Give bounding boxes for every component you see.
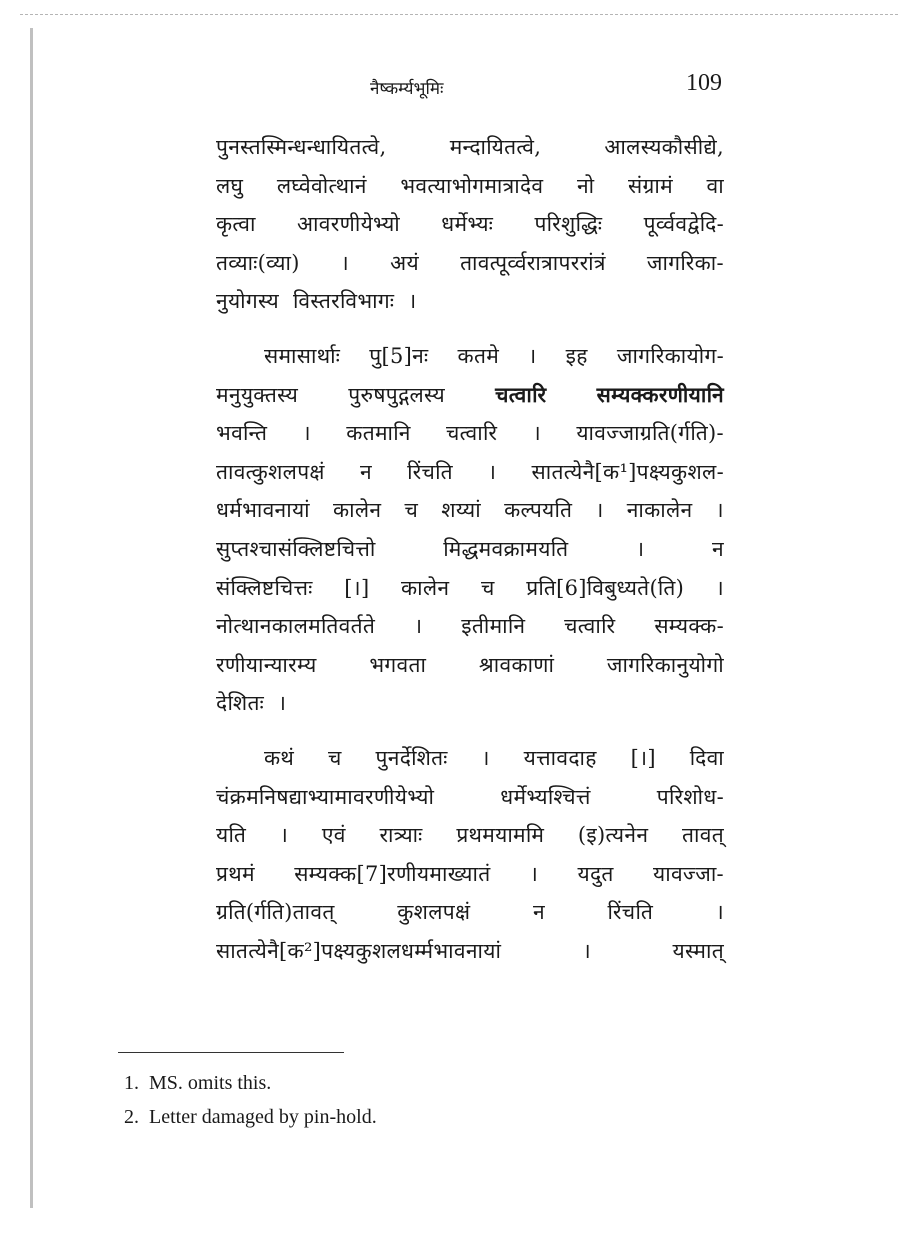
word: चत्वारि: [564, 614, 616, 639]
page-number: 109: [686, 70, 722, 96]
page-header: [220, 68, 722, 108]
word: कालेन: [333, 498, 382, 523]
word: यावज्जाग्रति(र्गति)-: [576, 421, 724, 446]
footnote-text: MS. omits this.: [149, 1072, 272, 1094]
text-line: [216, 244, 724, 283]
word: ।: [528, 343, 537, 368]
word: ।: [302, 421, 311, 446]
word: मिद्धमवक्रामयति: [443, 536, 569, 561]
word: ।: [481, 745, 490, 770]
word: आलस्यकौसीद्ये,: [604, 135, 724, 159]
paragraph-gap: [216, 321, 724, 337]
word: यदुत: [577, 861, 614, 886]
text-line: [216, 530, 724, 569]
word: पूर्व्ववद्वेदि-: [643, 212, 724, 237]
word: भवत्याभोगमात्रादेव: [400, 173, 544, 198]
word: संक्लिष्टचित्तः: [216, 575, 313, 600]
word: लघ्वेवोत्थानं: [276, 173, 367, 198]
word: श्रावकाणां: [478, 652, 555, 677]
word: मन्दायितत्वे,: [449, 135, 542, 159]
word: ।: [414, 614, 423, 639]
word: नुयोगस्य: [216, 289, 279, 314]
text-line: [216, 607, 724, 646]
word: एवं: [321, 823, 346, 848]
word: इह: [565, 343, 588, 368]
word: ।: [582, 938, 591, 963]
word: ।: [715, 900, 724, 925]
word: धर्मेभ्यश्चित्तं: [500, 784, 591, 809]
word: कुशलपक्षं: [397, 900, 471, 925]
footnote-1: [124, 1066, 377, 1100]
text-line: [216, 739, 724, 778]
word: च: [328, 745, 342, 770]
text-line: [216, 282, 724, 321]
word: यावज्जा-: [653, 861, 724, 886]
word: रात्र्याः: [379, 823, 423, 848]
word: न: [360, 459, 372, 484]
footnote-number: 2.: [124, 1106, 139, 1128]
word: तावत्कुशलपक्षं: [216, 459, 325, 484]
text-line: [216, 376, 724, 415]
text-line: [216, 414, 724, 453]
word: कालेन: [401, 575, 450, 600]
footnote-2: [124, 1100, 377, 1134]
word: शय्यां: [441, 498, 481, 523]
word: भवन्ति: [216, 421, 268, 446]
word: पुनर्देशितः: [375, 745, 448, 770]
text-line: [216, 816, 724, 855]
word: ।: [715, 498, 724, 523]
text-line: [216, 932, 724, 971]
word: [।]: [630, 745, 656, 770]
word: यस्मात्: [672, 938, 724, 963]
word: ।: [715, 575, 724, 600]
word: रणीयान्यारम्य: [216, 652, 317, 677]
scan-left-edge: [30, 28, 33, 1208]
word: ।: [408, 289, 417, 314]
word: ।: [277, 691, 287, 716]
word: प्रति[6]विबुध्यते(ति): [526, 575, 685, 600]
word: रिंचति: [407, 459, 453, 484]
word: धर्मभावनायां: [216, 498, 310, 523]
text-line: [216, 646, 724, 685]
word: भगवता: [369, 652, 427, 677]
word: विस्तरविभागः: [292, 289, 395, 314]
word: नाकालेन: [626, 498, 693, 523]
word: परिशोध-: [656, 784, 724, 809]
text-line: [216, 337, 724, 376]
word: पुरुषपुद्गलस्य: [348, 382, 445, 407]
word: नो: [576, 173, 595, 198]
word: जागरिका-: [646, 250, 724, 275]
word: पु[5]नः: [369, 343, 429, 368]
text-line: [216, 491, 724, 530]
word: ।: [488, 459, 497, 484]
word: मनुयुक्तस्य: [216, 382, 299, 407]
text-line: [216, 855, 724, 894]
footnote-rule: [118, 1052, 344, 1053]
text-line: [216, 205, 724, 244]
word: पुनस्तस्मिन्धन्धायितत्वे,: [216, 135, 387, 159]
scan-top-edge: [20, 14, 898, 15]
body-text: [216, 128, 724, 970]
word: लघु: [216, 173, 244, 198]
word: तव्याः(व्या): [216, 250, 300, 275]
word: [।]: [344, 575, 370, 600]
footnote-text: Letter damaged by pin-hold.: [149, 1106, 377, 1128]
word: तावत्पूर्व्वरात्रापररांत्रं: [460, 250, 606, 275]
word: अयं: [390, 250, 419, 275]
word: इतीमानि: [461, 614, 526, 639]
word: कृत्वा: [216, 212, 256, 237]
word: जागरिकायोग-: [616, 343, 724, 368]
word: जागरिकानुयोगो: [606, 652, 724, 677]
word: न: [532, 900, 545, 925]
word: देशितः: [216, 691, 264, 716]
word: कथं: [264, 745, 295, 770]
word: च: [480, 575, 495, 600]
word: कतमानि: [346, 421, 411, 446]
bold-word: चत्वारि: [495, 381, 547, 407]
word: तावत्: [682, 823, 724, 848]
word: धर्मेभ्यः: [441, 212, 494, 237]
bold-word: सम्यक्करणीयानि: [596, 381, 724, 407]
footnote-number: 1.: [124, 1072, 139, 1094]
word: सम्यक्क[7]रणीयमाख्यातं: [294, 861, 491, 886]
word: च: [404, 498, 419, 523]
running-title: नैष्कर्म्यभूमिः: [370, 79, 444, 99]
text-line: [216, 778, 724, 817]
word: दिवा: [689, 745, 724, 770]
word: समासार्थाः: [264, 343, 341, 368]
word: प्रथमयाममि: [456, 823, 545, 848]
word: ।: [636, 536, 645, 561]
word: आवरणीयेभ्यो: [297, 212, 400, 237]
word: सम्यक्क-: [654, 614, 724, 639]
word: सातत्येनै[क¹]पक्ष्यकुशल-: [531, 459, 724, 484]
word: सातत्येनै[क²]पक्ष्यकुशलधर्म्मभावनायां: [216, 938, 502, 963]
word: कल्पयति: [504, 498, 573, 523]
word: ।: [279, 823, 289, 848]
word: रिंचति: [607, 900, 654, 925]
word: यत्तावदाह: [523, 745, 597, 770]
text-line: [216, 167, 724, 206]
word: न: [712, 536, 724, 561]
word: चत्वारि: [446, 421, 498, 446]
footnotes: [124, 1066, 377, 1134]
word: ।: [595, 498, 604, 523]
word: नोत्थानकालमतिवर्तते: [216, 614, 376, 639]
word: ग्रति(र्गति)तावत्: [216, 900, 335, 925]
text-line: [216, 893, 724, 932]
word: वा: [706, 173, 724, 198]
text-line: [216, 128, 724, 167]
text-line: [216, 569, 724, 608]
word: सुप्तश्चासंक्लिष्टचित्तो: [216, 536, 376, 561]
word: प्रथमं: [216, 861, 255, 886]
word: परिशुद्धिः: [534, 212, 603, 237]
word: चंक्रमनिषद्याभ्यामावरणीयेभ्यो: [216, 784, 435, 809]
text-line: [216, 684, 724, 723]
word: संग्रामं: [627, 173, 673, 198]
text-line: [216, 453, 724, 492]
word: ।: [340, 250, 350, 275]
word: कतमे: [457, 343, 500, 368]
word: यति: [216, 823, 247, 848]
word: ।: [532, 421, 541, 446]
paragraph-gap: [216, 723, 724, 739]
word: (इ)त्यनेन: [577, 823, 649, 848]
word: ।: [529, 861, 539, 886]
